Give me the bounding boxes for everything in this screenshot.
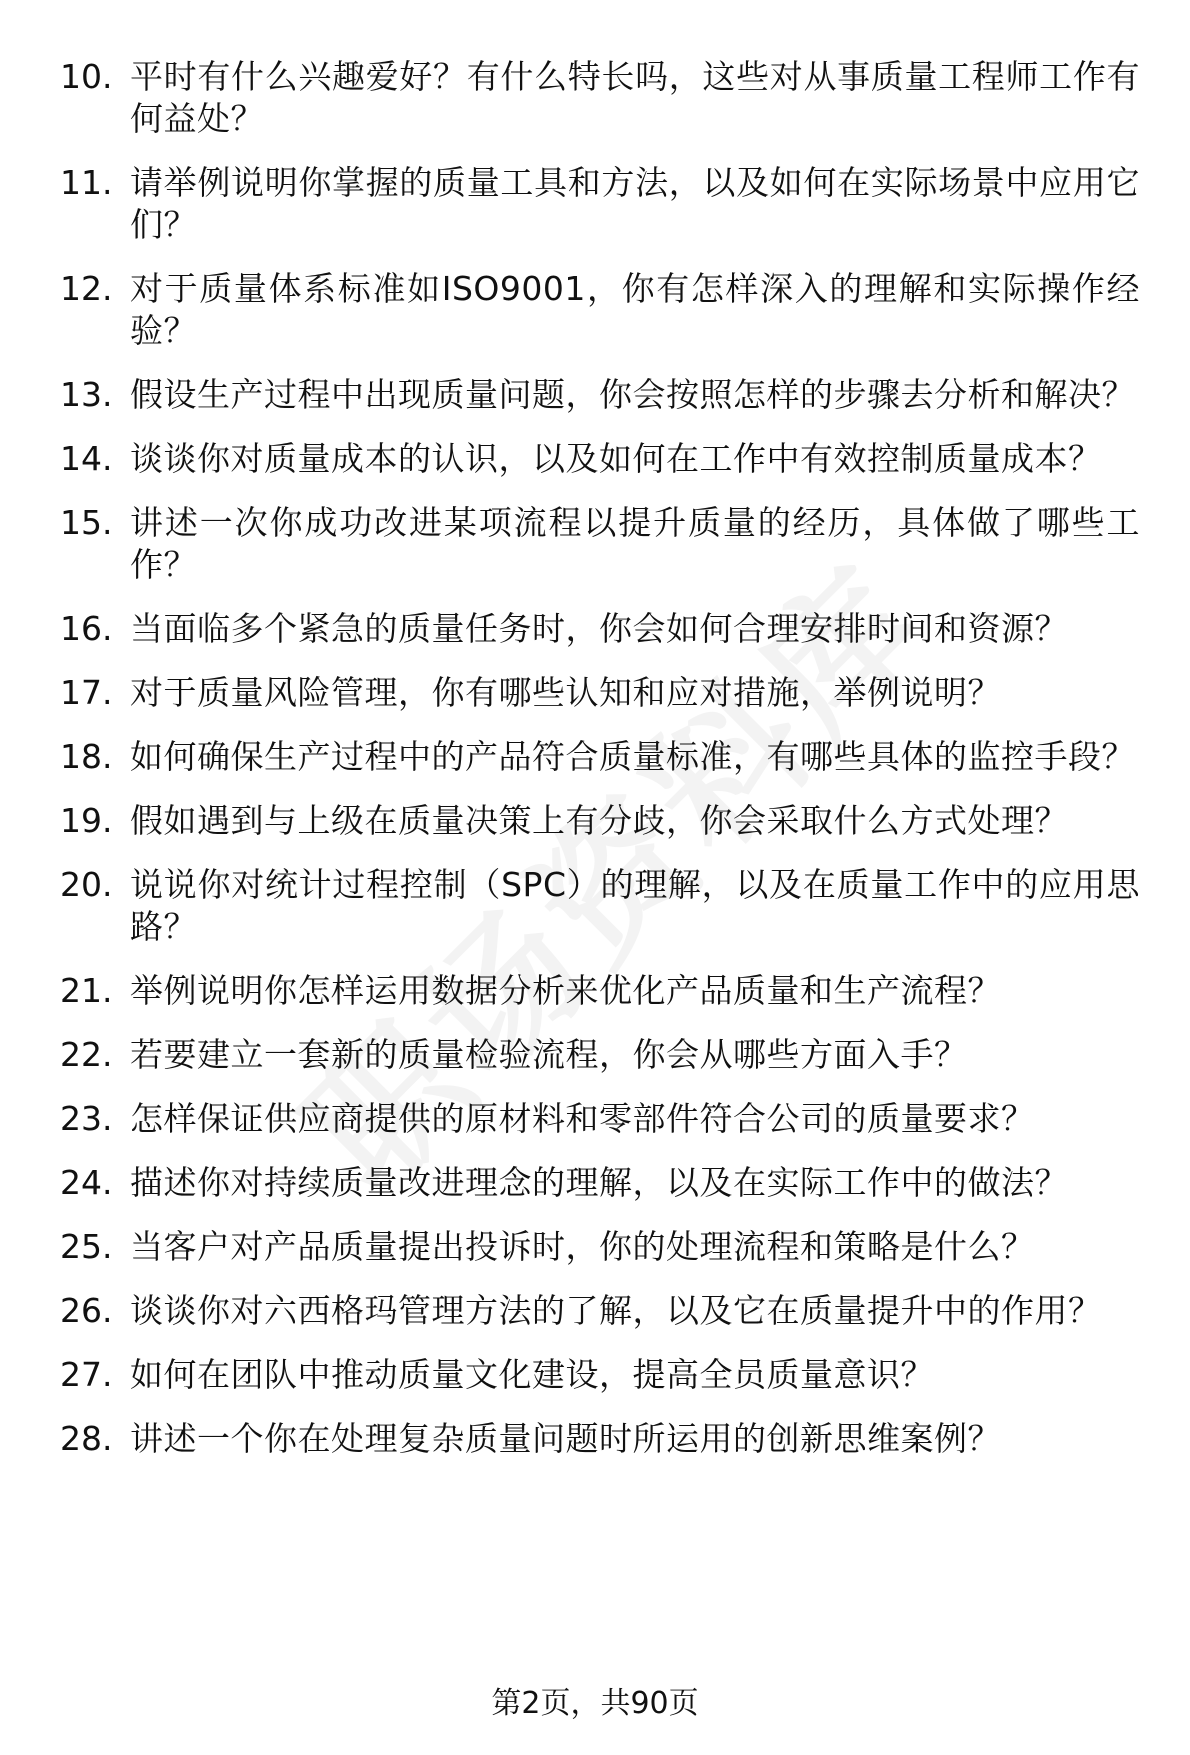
- list-item: [60, 864, 1140, 948]
- question-number: 14.: [60, 439, 113, 478]
- list-item: [60, 56, 1140, 140]
- question-text: 讲述一个你在处理复杂质量问题时所运用的创新思维案例？: [130, 1419, 1001, 1458]
- list-item: [60, 1226, 1140, 1268]
- list-item: [60, 1418, 1140, 1460]
- question-number: 23.: [60, 1099, 113, 1138]
- question-number: 22.: [60, 1035, 113, 1074]
- list-item: [60, 1290, 1140, 1332]
- list-item: [60, 970, 1140, 1012]
- question-text: 当面临多个紧急的质量任务时，你会如何合理安排时间和资源？: [130, 609, 1068, 648]
- question-number: 15.: [60, 503, 113, 542]
- list-item: [60, 800, 1140, 842]
- list-item: [60, 268, 1140, 352]
- question-number: 20.: [60, 865, 113, 904]
- question-number: 16.: [60, 609, 113, 648]
- question-list: [60, 56, 1140, 1482]
- question-text: 平时有什么兴趣爱好？有什么特长吗，这些对从事质量工程师工作有何益处？: [130, 57, 1140, 138]
- question-number: 26.: [60, 1291, 113, 1330]
- question-number: 19.: [60, 801, 113, 840]
- list-item: [60, 1034, 1140, 1076]
- list-item: [60, 502, 1140, 586]
- question-number: 10.: [60, 57, 113, 96]
- question-text: 说说你对统计过程控制（SPC）的理解，以及在质量工作中的应用思路？: [130, 865, 1140, 946]
- question-number: 12.: [60, 269, 113, 308]
- question-number: 13.: [60, 375, 113, 414]
- question-text: 请举例说明你掌握的质量工具和方法，以及如何在实际场景中应用它们？: [130, 163, 1140, 244]
- list-item: [60, 438, 1140, 480]
- question-number: 17.: [60, 673, 113, 712]
- list-item: [60, 1162, 1140, 1204]
- list-item: [60, 162, 1140, 246]
- question-number: 24.: [60, 1163, 113, 1202]
- question-text: 谈谈你对质量成本的认识，以及如何在工作中有效控制质量成本？: [130, 439, 1102, 478]
- question-number: 21.: [60, 971, 113, 1010]
- question-text: 对于质量体系标准如ISO9001，你有怎样深入的理解和实际操作经验？: [130, 269, 1140, 350]
- list-item: [60, 1098, 1140, 1140]
- question-text: 假如遇到与上级在质量决策上有分歧，你会采取什么方式处理？: [130, 801, 1068, 840]
- page-number: 第2页，共90页: [491, 1686, 699, 1721]
- question-number: 28.: [60, 1419, 113, 1458]
- list-item: [60, 736, 1140, 778]
- question-text: 当客户对产品质量提出投诉时，你的处理流程和策略是什么？: [130, 1227, 1035, 1266]
- question-text: 讲述一次你成功改进某项流程以提升质量的经历，具体做了哪些工作？: [130, 503, 1140, 584]
- list-item: [60, 1354, 1140, 1396]
- question-text: 举例说明你怎样运用数据分析来优化产品质量和生产流程？: [130, 971, 1001, 1010]
- question-text: 谈谈你对六西格玛管理方法的了解，以及它在质量提升中的作用？: [130, 1291, 1102, 1330]
- list-item: [60, 374, 1140, 416]
- question-text: 若要建立一套新的质量检验流程，你会从哪些方面入手？: [130, 1035, 968, 1074]
- question-number: 27.: [60, 1355, 113, 1394]
- question-number: 25.: [60, 1227, 113, 1266]
- question-number: 18.: [60, 737, 113, 776]
- question-text: 如何确保生产过程中的产品符合质量标准，有哪些具体的监控手段？: [130, 737, 1135, 776]
- question-text: 描述你对持续质量改进理念的理解，以及在实际工作中的做法？: [130, 1163, 1068, 1202]
- question-text: 对于质量风险管理，你有哪些认知和应对措施，举例说明？: [130, 673, 1001, 712]
- question-text: 如何在团队中推动质量文化建设，提高全员质量意识？: [130, 1355, 934, 1394]
- question-text: 怎样保证供应商提供的原材料和零部件符合公司的质量要求？: [130, 1099, 1035, 1138]
- list-item: [60, 672, 1140, 714]
- list-item: [60, 608, 1140, 650]
- question-number: 11.: [60, 163, 113, 202]
- question-text: 假设生产过程中出现质量问题，你会按照怎样的步骤去分析和解决？: [130, 375, 1135, 414]
